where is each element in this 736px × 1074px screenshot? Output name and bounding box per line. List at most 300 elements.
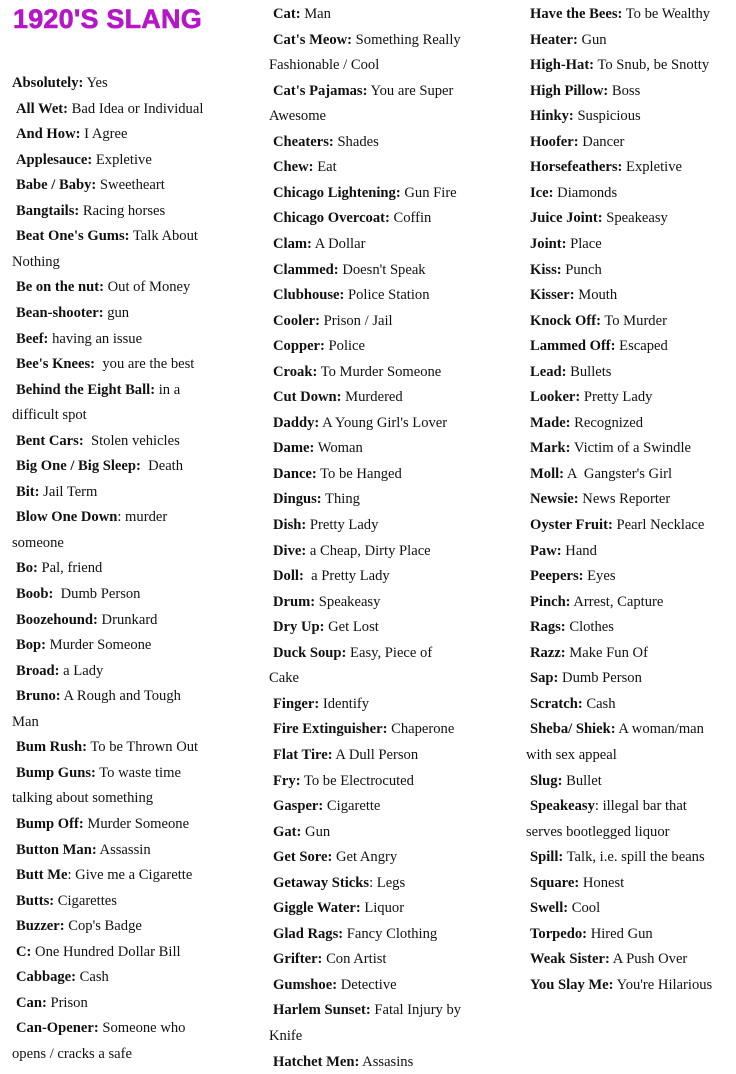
slang-definition: : Legs bbox=[369, 874, 406, 891]
glossary-entry bbox=[526, 286, 617, 304]
glossary-entry bbox=[526, 82, 640, 100]
glossary-entry bbox=[12, 330, 142, 348]
slang-term: Bee's Knees: bbox=[16, 356, 96, 373]
glossary-entry bbox=[269, 797, 380, 815]
slang-definition: To Murder bbox=[600, 312, 667, 329]
glossary-entry bbox=[12, 585, 140, 603]
slang-definition: Gun bbox=[301, 823, 331, 840]
slang-term: Chew: bbox=[273, 159, 314, 176]
glossary-entry bbox=[12, 917, 142, 935]
slang-definition: I Agree bbox=[80, 126, 128, 143]
slang-definition: Diamonds bbox=[553, 184, 618, 201]
slang-definition: Chaperone bbox=[387, 721, 455, 738]
slang-definition: Cigarette bbox=[323, 798, 381, 815]
glossary-entry bbox=[269, 644, 432, 662]
slang-term: High-Hat: bbox=[530, 57, 595, 74]
glossary-entry bbox=[526, 235, 602, 253]
slang-definition: A Dollar bbox=[311, 235, 366, 252]
slang-term: Chicago Overcoat: bbox=[273, 210, 390, 227]
glossary-entry bbox=[12, 125, 127, 143]
slang-definition: Murdered bbox=[341, 389, 403, 406]
slang-term: Flat Tire: bbox=[273, 746, 333, 763]
slang-definition: Fashionable / Cool bbox=[269, 57, 380, 74]
glossary-entry-continuation bbox=[12, 789, 153, 807]
slang-definition: To be Thrown Out bbox=[86, 739, 199, 756]
slang-definition: Police Station bbox=[344, 287, 430, 304]
glossary-entry bbox=[526, 848, 705, 866]
slang-term: Boob: bbox=[16, 586, 54, 602]
glossary-entry bbox=[12, 687, 181, 705]
slang-definition: Doesn't Speak bbox=[338, 261, 426, 278]
slang-term: Babe / Baby: bbox=[16, 177, 97, 194]
glossary-entry bbox=[526, 337, 668, 355]
glossary-entry bbox=[12, 994, 88, 1012]
glossary-entry bbox=[12, 432, 180, 450]
slang-definition: Murder Someone bbox=[46, 637, 152, 654]
slang-term: Be on the nut: bbox=[16, 279, 104, 296]
glossary-entry bbox=[12, 381, 180, 399]
slang-definition: Something Really bbox=[352, 31, 461, 48]
glossary-entry bbox=[269, 235, 365, 253]
slang-definition: Suspicious bbox=[573, 108, 641, 125]
glossary-entry bbox=[269, 772, 414, 790]
slang-term: Bump Guns: bbox=[16, 764, 96, 781]
slang-term: Absolutely: bbox=[12, 75, 84, 91]
glossary-entry bbox=[269, 184, 457, 202]
glossary-entry bbox=[12, 100, 203, 118]
slang-term: Daddy: bbox=[273, 414, 320, 431]
glossary-entry bbox=[269, 31, 461, 49]
glossary-entry bbox=[526, 695, 616, 713]
slang-definition: Eat bbox=[313, 159, 337, 176]
glossary-entry bbox=[269, 490, 360, 508]
slang-definition: One Hundred Dollar Bill bbox=[31, 943, 181, 960]
slang-definition: Get Lost bbox=[324, 619, 379, 636]
glossary-entry bbox=[269, 82, 453, 100]
slang-term: Can-Opener: bbox=[16, 1020, 99, 1037]
glossary-entry-continuation bbox=[526, 823, 669, 841]
slang-term: Giggle Water: bbox=[273, 900, 361, 917]
glossary-entry bbox=[526, 720, 704, 738]
slang-term: Knock Off: bbox=[530, 312, 601, 329]
slang-definition: Talk About bbox=[129, 228, 198, 245]
glossary-entry bbox=[526, 669, 642, 687]
slang-term: Croak: bbox=[273, 363, 318, 380]
slang-term: Hatchet Men: bbox=[273, 1053, 360, 1070]
slang-definition: someone bbox=[12, 534, 64, 551]
glossary-entry bbox=[269, 746, 418, 764]
glossary-entry bbox=[12, 1019, 185, 1037]
slang-term: Peepers: bbox=[530, 568, 584, 585]
slang-definition: you are the best bbox=[95, 356, 195, 373]
glossary-entry bbox=[269, 286, 430, 304]
glossary-entry bbox=[12, 457, 183, 475]
slang-term: Can: bbox=[16, 994, 47, 1011]
slang-term: Grifter: bbox=[273, 951, 323, 968]
slang-term: Copper: bbox=[273, 338, 325, 355]
slang-term: Chicago Lightening: bbox=[273, 184, 401, 201]
glossary-entry bbox=[269, 5, 331, 23]
slang-definition: To be Wealthy bbox=[622, 6, 711, 22]
slang-term: Bum Rush: bbox=[16, 739, 87, 756]
slang-definition: Pretty Lady bbox=[306, 517, 379, 533]
glossary-entry bbox=[526, 567, 616, 585]
slang-definition: Boss bbox=[608, 82, 641, 99]
slang-term: Bop: bbox=[16, 637, 47, 654]
slang-definition: Death bbox=[140, 458, 184, 475]
glossary-entry bbox=[12, 355, 194, 373]
glossary-entry bbox=[526, 56, 709, 74]
slang-term: Doll: bbox=[273, 568, 304, 585]
slang-definition: To be Electrocuted bbox=[300, 772, 414, 789]
glossary-entry bbox=[526, 516, 704, 534]
glossary-entry bbox=[269, 720, 454, 738]
slang-definition: To be Hanged bbox=[316, 465, 402, 482]
glossary-entry bbox=[269, 618, 379, 636]
slang-term: Lead: bbox=[530, 363, 567, 380]
slang-definition: Hand bbox=[561, 542, 597, 559]
slang-definition: Get Angry bbox=[332, 849, 398, 866]
glossary-entry bbox=[526, 388, 652, 406]
slang-definition: Murder Someone bbox=[83, 815, 190, 832]
glossary-entry bbox=[12, 227, 198, 245]
slang-definition: Pearl Necklace bbox=[612, 517, 705, 533]
glossary-entry bbox=[526, 644, 648, 662]
slang-definition: To Murder Someone bbox=[317, 363, 442, 380]
slang-definition: Place bbox=[566, 235, 602, 252]
slang-term: Finger: bbox=[273, 695, 320, 712]
slang-definition: Dumb Person bbox=[558, 670, 642, 687]
slang-term: Paw: bbox=[530, 542, 562, 559]
slang-definition: Pretty Lady bbox=[580, 389, 653, 406]
slang-term: Juice Joint: bbox=[530, 210, 603, 227]
slang-definition: Knife bbox=[269, 1028, 303, 1044]
slang-definition: Out of Money bbox=[103, 279, 191, 296]
glossary-entry bbox=[269, 874, 405, 892]
glossary-entry bbox=[269, 158, 337, 176]
glossary-entry bbox=[12, 892, 117, 910]
glossary-entry bbox=[526, 618, 614, 636]
glossary-entry bbox=[526, 925, 653, 943]
slang-term: Horsefeathers: bbox=[530, 159, 623, 176]
slang-definition: Assassin bbox=[96, 841, 151, 858]
slang-definition: Awesome bbox=[269, 108, 327, 125]
glossary-entry bbox=[526, 133, 624, 151]
slang-definition: Recognized bbox=[570, 414, 644, 431]
glossary-entry bbox=[12, 559, 102, 577]
slang-definition: serves bootlegged liquor bbox=[526, 823, 670, 840]
slang-term: Applesauce: bbox=[16, 151, 93, 168]
glossary-entry-continuation bbox=[269, 1027, 302, 1045]
slang-term: Button Man: bbox=[16, 841, 97, 858]
slang-term: C: bbox=[16, 943, 32, 960]
glossary-entry bbox=[269, 848, 397, 866]
slang-definition: Speakeasy bbox=[602, 210, 668, 227]
glossary-entry bbox=[269, 925, 437, 943]
glossary-entry-continuation bbox=[269, 107, 326, 125]
glossary-entry bbox=[526, 772, 602, 790]
slang-term: Cheaters: bbox=[273, 133, 334, 150]
slang-term: Joint: bbox=[530, 235, 567, 252]
slang-definition: A Dull Person bbox=[332, 746, 419, 763]
slang-definition: : murder bbox=[117, 509, 168, 526]
slang-term: Clammed: bbox=[273, 261, 339, 278]
slang-term: Lammed Off: bbox=[530, 338, 616, 355]
page-title: 1920'S SLANG bbox=[13, 4, 202, 34]
slang-definition: Prison bbox=[46, 994, 88, 1011]
glossary-entry bbox=[269, 899, 404, 917]
slang-definition: Fatal Injury by bbox=[370, 1002, 462, 1019]
glossary-entry bbox=[526, 107, 641, 125]
slang-term: Newsie: bbox=[530, 491, 579, 508]
slang-term: Duck Soup: bbox=[273, 644, 347, 661]
slang-definition: Honest bbox=[579, 874, 625, 891]
slang-definition: A woman/man bbox=[615, 721, 704, 738]
glossary-entry-continuation bbox=[12, 534, 64, 552]
slang-term: Bangtails: bbox=[16, 202, 80, 219]
slang-definition: opens / cracks a safe bbox=[12, 1045, 132, 1062]
slang-definition: in a bbox=[155, 381, 181, 398]
slang-term: Spill: bbox=[530, 849, 564, 866]
slang-definition: Shades bbox=[333, 133, 379, 150]
glossary-entry bbox=[269, 695, 369, 713]
glossary-entry bbox=[526, 31, 607, 49]
slang-definition: Police bbox=[324, 338, 366, 355]
slang-definition: Gun bbox=[577, 31, 607, 48]
glossary-entry bbox=[269, 823, 330, 841]
glossary-entry bbox=[526, 950, 687, 968]
slang-term: Cut Down: bbox=[273, 389, 342, 406]
glossary-entry bbox=[12, 662, 103, 680]
slang-definition: Detective bbox=[337, 976, 397, 993]
glossary-entry bbox=[12, 738, 198, 756]
slang-definition: A Gangster's Girl bbox=[564, 465, 673, 482]
glossary-entry bbox=[12, 764, 181, 782]
glossary-entry bbox=[526, 414, 643, 432]
slang-term: Ice: bbox=[530, 184, 554, 201]
glossary-entry bbox=[12, 508, 167, 526]
slang-term: Gumshoe: bbox=[273, 976, 338, 993]
slang-definition: talking about something bbox=[12, 790, 154, 807]
slang-definition: To Snub, be Snotty bbox=[594, 57, 710, 74]
slang-term: Fry: bbox=[273, 772, 301, 789]
slang-term: Kiss: bbox=[530, 261, 562, 278]
slang-definition: Drunkard bbox=[97, 611, 158, 628]
slang-definition: Arrest, Capture bbox=[570, 593, 664, 610]
slang-term: And How: bbox=[16, 126, 81, 143]
glossary-entry bbox=[269, 363, 441, 381]
slang-definition: Thing bbox=[321, 491, 360, 508]
slang-term: Scratch: bbox=[530, 695, 583, 712]
glossary-entry bbox=[269, 1001, 461, 1019]
slang-definition: a Pretty Lady bbox=[303, 568, 390, 585]
slang-definition: Cash bbox=[582, 695, 616, 712]
glossary-entry bbox=[269, 209, 431, 227]
slang-term: Speakeasy bbox=[530, 798, 595, 815]
slang-term: Cabbage: bbox=[16, 969, 76, 986]
glossary-entry bbox=[526, 158, 682, 176]
glossary-entry bbox=[269, 133, 379, 151]
slang-definition: Talk, i.e. spill the beans bbox=[563, 849, 705, 866]
slang-definition: Bullets bbox=[566, 363, 612, 380]
slang-term: Dance: bbox=[273, 465, 317, 482]
slang-definition: Cool bbox=[568, 900, 601, 917]
slang-definition: A Push Over bbox=[609, 951, 688, 968]
slang-term: Cooler: bbox=[273, 312, 321, 329]
slang-term: Heater: bbox=[530, 31, 578, 48]
slang-term: Slug: bbox=[530, 772, 563, 789]
slang-definition: You're Hilarious bbox=[613, 976, 713, 993]
slang-definition: Bullet bbox=[562, 772, 602, 789]
glossary-entry bbox=[12, 968, 109, 986]
glossary-entry bbox=[269, 439, 363, 457]
slang-definition: Punch bbox=[561, 261, 602, 278]
slang-term: Dame: bbox=[273, 440, 315, 457]
glossary-entry bbox=[526, 439, 691, 457]
slang-definition: Expletive bbox=[622, 159, 682, 176]
slang-term: Clam: bbox=[273, 235, 312, 252]
slang-definition: Sweetheart bbox=[96, 177, 165, 194]
slang-definition: Easy, Piece of bbox=[346, 644, 433, 661]
slang-term: Dish: bbox=[273, 517, 307, 533]
slang-definition: a Cheap, Dirty Place bbox=[306, 542, 431, 559]
slang-definition: Cake bbox=[269, 670, 299, 687]
glossary-entry-continuation bbox=[526, 746, 617, 764]
slang-definition: Man bbox=[12, 713, 39, 730]
glossary-entry bbox=[526, 899, 600, 917]
glossary-entry bbox=[269, 950, 386, 968]
slang-term: Bent Cars: bbox=[16, 432, 84, 449]
slang-definition: Fancy Clothing bbox=[343, 925, 438, 942]
slang-term: Dry Up: bbox=[273, 619, 325, 636]
slang-term: Sap: bbox=[530, 670, 559, 687]
slang-term: Fire Extinguisher: bbox=[273, 721, 388, 738]
glossary-entry bbox=[526, 976, 712, 994]
glossary-entry-continuation bbox=[269, 56, 379, 74]
slang-term: Rags: bbox=[530, 619, 566, 636]
slang-definition: Victim of a Swindle bbox=[570, 440, 691, 457]
glossary-entry bbox=[526, 542, 597, 560]
slang-definition: a Lady bbox=[59, 662, 104, 679]
slang-term: Swell: bbox=[530, 900, 569, 917]
slang-definition: Yes bbox=[83, 75, 108, 91]
slang-definition: Mouth bbox=[574, 287, 618, 304]
glossary-entry bbox=[269, 516, 378, 534]
slang-term: Dive: bbox=[273, 542, 307, 559]
glossary-entry bbox=[269, 414, 447, 432]
slang-definition: Nothing bbox=[12, 253, 60, 270]
slang-definition: Woman bbox=[314, 440, 363, 457]
slang-term: Sheba/ Shiek: bbox=[530, 721, 616, 738]
slang-definition: Dancer bbox=[578, 133, 625, 150]
slang-definition: You are Super bbox=[367, 82, 454, 99]
slang-definition: Cigarettes bbox=[54, 892, 117, 909]
slang-term: Butts: bbox=[16, 892, 55, 909]
slang-term: Boozehound: bbox=[16, 611, 98, 628]
glossary-entry bbox=[526, 261, 602, 279]
slang-term: Kisser: bbox=[530, 287, 575, 304]
slang-definition: Con Artist bbox=[322, 951, 387, 968]
slang-definition: Stolen vehicles bbox=[83, 432, 180, 449]
slang-term: Mark: bbox=[530, 440, 571, 457]
slang-term: Square: bbox=[530, 874, 580, 891]
glossary-entry bbox=[12, 841, 151, 859]
slang-term: Beat One's Gums: bbox=[16, 228, 130, 245]
glossary-entry bbox=[12, 74, 108, 92]
glossary-entry bbox=[269, 312, 393, 330]
slang-term: Glad Rags: bbox=[273, 925, 344, 942]
glossary-entry bbox=[526, 5, 710, 23]
slang-term: Beef: bbox=[16, 330, 49, 347]
glossary-entry bbox=[269, 465, 402, 483]
glossary-entry-continuation bbox=[269, 669, 299, 687]
slang-term: Looker: bbox=[530, 389, 581, 406]
glossary-entry bbox=[526, 797, 687, 815]
slang-term: Getaway Sticks bbox=[273, 874, 370, 891]
slang-definition: Racing horses bbox=[79, 202, 166, 219]
slang-definition: To waste time bbox=[95, 764, 181, 781]
slang-definition: Bad Idea or Individual bbox=[68, 100, 204, 117]
slang-term: All Wet: bbox=[16, 100, 69, 117]
slang-definition: Eyes bbox=[583, 568, 616, 585]
slang-definition: gun bbox=[103, 304, 130, 321]
slang-definition: Coffin bbox=[389, 210, 432, 227]
slang-term: Oyster Fruit: bbox=[530, 517, 613, 533]
slang-term: Bit: bbox=[16, 483, 40, 500]
glossary-entry bbox=[12, 483, 97, 501]
slang-term: High Pillow: bbox=[530, 82, 609, 99]
slang-term: Razz: bbox=[530, 644, 566, 661]
slang-term: Gat: bbox=[273, 823, 302, 840]
glossary-entry bbox=[526, 490, 670, 508]
glossary-entry bbox=[269, 542, 431, 560]
slang-definition: Hired Gun bbox=[587, 925, 653, 942]
slang-definition: Gun Fire bbox=[400, 184, 457, 201]
slang-definition: Dumb Person bbox=[53, 586, 141, 602]
slang-term: Behind the Eight Ball: bbox=[16, 381, 156, 398]
glossary-entry bbox=[12, 866, 192, 884]
slang-definition: Cash bbox=[76, 969, 109, 986]
slang-definition: Someone who bbox=[98, 1020, 186, 1037]
glossary-entry bbox=[12, 278, 190, 296]
glossary-entry bbox=[12, 176, 165, 194]
slang-definition: Identify bbox=[319, 695, 370, 712]
slang-term: Buzzer: bbox=[16, 918, 65, 935]
slang-term: Bean-shooter: bbox=[16, 304, 104, 321]
glossary-entry-continuation bbox=[12, 713, 39, 731]
slang-definition: Jail Term bbox=[39, 483, 98, 500]
slang-term: Cat: bbox=[273, 6, 301, 22]
slang-definition: Man bbox=[300, 6, 331, 22]
glossary-entry bbox=[12, 636, 151, 654]
glossary-entry bbox=[526, 209, 668, 227]
slang-definition: Liquor bbox=[360, 900, 405, 917]
glossary-entry bbox=[269, 261, 426, 279]
slang-term: Get Sore: bbox=[273, 849, 333, 866]
slang-term: Made: bbox=[530, 414, 571, 431]
glossary-entry bbox=[12, 611, 157, 629]
glossary-entry bbox=[269, 388, 403, 406]
slang-definition: Pal, friend bbox=[37, 560, 103, 577]
slang-term: Blow One Down bbox=[16, 509, 118, 526]
slang-definition: A Young Girl's Lover bbox=[319, 414, 448, 431]
slang-term: Cat's Pajamas: bbox=[273, 82, 368, 99]
slang-definition: Prison / Jail bbox=[320, 312, 393, 329]
slang-definition: Clothes bbox=[565, 619, 614, 636]
slang-term: Weak Sister: bbox=[530, 951, 610, 968]
glossary-entry bbox=[269, 337, 365, 355]
glossary-entry-continuation bbox=[12, 253, 60, 271]
